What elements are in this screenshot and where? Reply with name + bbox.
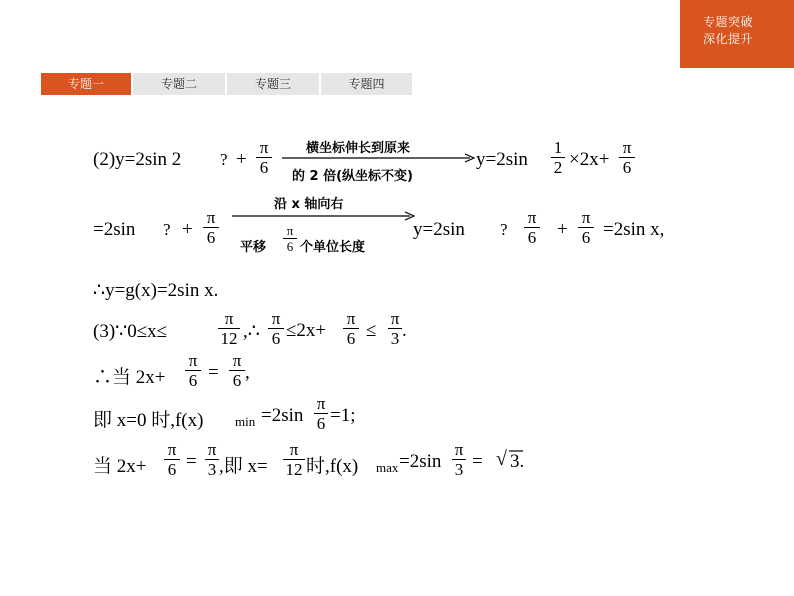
eq2-result: =2sin x, xyxy=(603,219,665,240)
tab-topic-4[interactable]: 专题四 xyxy=(321,73,412,95)
frac-pi-6: $\frac{\pi}{6}$ xyxy=(268,309,284,348)
eq6-c: =1; xyxy=(330,405,356,426)
topic-tabs xyxy=(41,73,414,95)
missing-glyph-box: ? xyxy=(220,150,228,169)
eq2-plus2: + xyxy=(557,219,568,240)
frac-pi-6: $\frac{\pi}{6}$ xyxy=(578,208,594,247)
eq5-a: ∴当 2x+ xyxy=(93,367,166,388)
frac-pi-12: $\frac{\pi}{12}$ xyxy=(218,309,240,348)
arrow1-top-label: 横坐标伸长到原来 xyxy=(306,141,411,156)
eq1-rhs: y=2sin xyxy=(476,149,528,170)
frac-pi-6: $\frac{\pi}{6}$ xyxy=(229,351,245,390)
eq7-g: 3. xyxy=(510,451,525,472)
eq7-d: 时,f(x) xyxy=(306,456,359,477)
frac-pi-3: $\frac{\pi}{3}$ xyxy=(452,440,466,479)
frac-pi-6: $\frac{\pi}{6}$ xyxy=(619,138,635,177)
section-badge-line1: 专题突破 xyxy=(703,15,754,29)
eq1-plus: + xyxy=(236,149,247,170)
eq7-a: 当 2x+ xyxy=(93,456,147,477)
section-badge xyxy=(680,0,794,68)
eq6-b: =2sin xyxy=(261,405,304,426)
frac-pi-6: $\frac{\pi}{6}$ xyxy=(314,394,328,433)
eq7-e: =2sin xyxy=(399,451,442,472)
eq5-b: = xyxy=(208,362,219,383)
eq4-c: ≤2x+ xyxy=(286,320,327,341)
arrow2-bottom-label-a: 平移 xyxy=(240,240,267,255)
frac-pi-6: $\frac{\pi}{6}$ xyxy=(256,138,272,177)
frac-pi-3: $\frac{\pi}{3}$ xyxy=(388,309,402,348)
frac-pi-6: $\frac{\pi}{6}$ xyxy=(185,351,201,390)
frac-1-2: $\frac{1}{2}$ xyxy=(551,138,565,177)
arrow2 xyxy=(232,211,417,221)
frac-pi-6: $\frac{\pi}{6}$ xyxy=(164,440,180,479)
frac-pi-6: $\frac{\pi}{6}$ xyxy=(343,309,359,348)
eq4-e: . xyxy=(402,320,407,341)
arrow2-bottom-label-b: 个单位长度 xyxy=(300,240,366,255)
eq2-lhs: =2sin xyxy=(93,219,136,240)
eq7-f: = xyxy=(472,451,483,472)
frac-pi-3: $\frac{\pi}{3}$ xyxy=(205,440,219,479)
eq7-c: ,即 x= xyxy=(219,456,268,477)
subscript-max: max xyxy=(376,460,399,475)
tab-topic-3[interactable]: 专题三 xyxy=(227,73,319,95)
eq2-plus: + xyxy=(182,219,193,240)
frac-pi-6-small: $\frac{\pi}{6}$ xyxy=(283,223,297,254)
eq3: ∴y=g(x)=2sin x. xyxy=(93,280,219,301)
eq2-rhs: y=2sin xyxy=(413,219,465,240)
eq7-b: = xyxy=(186,451,197,472)
eq1-lhs: (2)y=2sin 2 xyxy=(93,149,182,170)
missing-glyph-box: ? xyxy=(500,220,508,239)
eq5-c: , xyxy=(245,362,250,383)
eq4-a: (3)∵0≤x≤ xyxy=(93,321,168,342)
eq4-b: ,∴ xyxy=(243,321,260,342)
subscript-min: min xyxy=(235,414,256,429)
frac-pi-6: $\frac{\pi}{6}$ xyxy=(203,208,219,247)
tab-topic-1[interactable]: 专题一 xyxy=(41,73,131,95)
eq1-rhs-tail: ×2x+ xyxy=(569,149,610,170)
section-badge-line2: 深化提升 xyxy=(703,32,754,46)
arrow1 xyxy=(282,153,477,163)
frac-pi-6: $\frac{\pi}{6}$ xyxy=(524,208,540,247)
missing-glyph-box: ? xyxy=(163,220,171,239)
tab-topic-2[interactable]: 专题二 xyxy=(133,73,225,95)
sqrt-sign: √ xyxy=(496,448,507,470)
frac-pi-12: $\frac{\pi}{12}$ xyxy=(283,440,305,479)
eq6-a: 即 x=0 时,f(x) xyxy=(93,410,204,431)
eq4-d: ≤ xyxy=(366,320,377,341)
arrow2-top-label: 沿 x 轴向右 xyxy=(274,197,344,212)
arrow1-bottom-label: 的 2 倍(纵坐标不变) xyxy=(292,169,413,184)
